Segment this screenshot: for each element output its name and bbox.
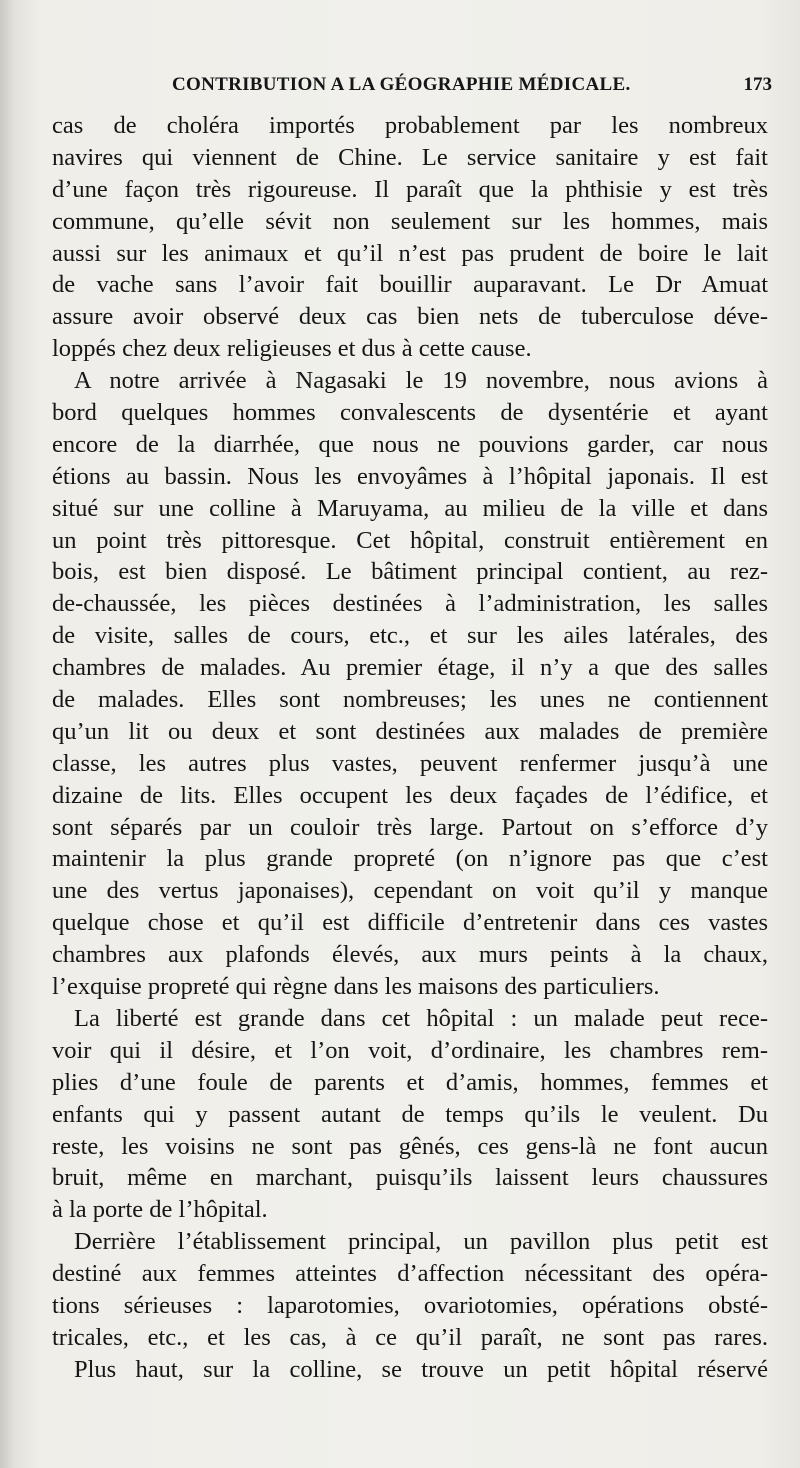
text-line: tricales, etc., et les cas, à ce qu’il paraît, ne sont pas rares. <box>52 1323 768 1351</box>
text-line: plies d’une foule de parents et d’amis, hommes, femmes et <box>52 1068 768 1096</box>
text-line: quelque chose et qu’il est difficile d’entretenir dans ces vastes <box>52 909 768 937</box>
text-line: à la porte de l’hôpital. <box>52 1196 268 1224</box>
text-line: chambres aux plafonds élevés, aux murs peints à la chaux, <box>52 941 768 969</box>
text-line: aussi sur les animaux et qu’il n’est pas prudent de boire le lait <box>52 239 768 267</box>
text-line: cas de choléra importés probablement par les nombreux <box>52 112 768 139</box>
text-line: loppés chez deux religieuses et dus à cette cause. <box>52 335 532 363</box>
text-line: assure avoir observé deux cas bien nets de tuberculose déve- <box>52 303 768 331</box>
page-number: 173 <box>743 74 772 95</box>
text-line: dizaine de lits. Elles occupent les deux façades de l’édifice, et <box>52 781 768 809</box>
text-line: bord quelques hommes convalescents de dysentérie et ayant <box>52 399 768 427</box>
text-line: une des vertus japonaises), cependant on voit qu’il y manque <box>52 877 768 905</box>
text-line: encore de la diarrhée, que nous ne pouvions garder, car nous <box>52 430 768 458</box>
page-header <box>172 74 772 104</box>
text-line: d’une façon très rigoureuse. Il paraît que la phthisie y est très <box>52 175 768 203</box>
body-text <box>52 110 768 1386</box>
text-line: voir qui il désire, et l’on voit, d’ordinaire, les chambres rem- <box>52 1036 768 1064</box>
text-line: A notre arrivée à Nagasaki le 19 novembre, nous avions à <box>74 367 768 395</box>
text-line: de vache sans l’avoir fait bouillir auparavant. Le Dr Amuat <box>52 271 768 299</box>
text-line: de malades. Elles sont nombreuses; les unes ne contiennent <box>52 686 768 714</box>
text-line: enfants qui y passent autant de temps qu’ils le veulent. Du <box>52 1100 768 1128</box>
running-head: CONTRIBUTION A LA GÉOGRAPHIE MÉDICALE. <box>172 74 631 95</box>
text-line: sont séparés par un couloir très large. Partout on s’efforce d’y <box>52 813 768 841</box>
text-line: reste, les voisins ne sont pas gênés, ces gens-là ne font aucun <box>52 1132 768 1160</box>
text-line: maintenir la plus grande propreté (on n’ignore pas que c’est <box>52 845 768 873</box>
text-line: classe, les autres plus vastes, peuvent renfermer jusqu’à une <box>52 749 768 777</box>
text-line: de visite, salles de cours, etc., et sur les ailes latérales, des <box>52 622 768 650</box>
text-line: l’exquise propreté qui règne dans les maisons des particuliers. <box>52 973 660 1001</box>
text-line: navires qui viennent de Chine. Le service sanitaire y est fait <box>52 143 768 171</box>
text-line: tions sérieuses : laparotomies, ovariotomies, opérations obsté- <box>52 1291 768 1319</box>
text-line: étions au bassin. Nous les envoyâmes à l’hôpital japonais. Il est <box>52 462 768 490</box>
text-line: destiné aux femmes atteintes d’affection nécessitant des opéra- <box>52 1260 768 1288</box>
text-line: de-chaussée, les pièces destinées à l’administration, les salles <box>52 590 768 618</box>
text-line: Plus haut, sur la colline, se trouve un petit hôpital réservé <box>74 1355 768 1383</box>
text-line: chambres de malades. Au premier étage, il n’y a que des salles <box>52 654 768 682</box>
text-line: bois, est bien disposé. Le bâtiment principal contient, au rez- <box>52 558 768 586</box>
text-line: qu’un lit ou deux et sont destinées aux malades de première <box>52 717 768 745</box>
text-line: un point très pittoresque. Cet hôpital, construit entièrement en <box>52 526 768 554</box>
text-line: bruit, même en marchant, puisqu’ils laissent leurs chaussures <box>52 1164 768 1192</box>
text-line: commune, qu’elle sévit non seulement sur les hommes, mais <box>52 207 768 235</box>
text-line: Derrière l’établissement principal, un pavillon plus petit est <box>74 1228 768 1256</box>
text-line: La liberté est grande dans cet hôpital : un malade peut rece- <box>74 1004 768 1032</box>
text-line: situé sur une colline à Maruyama, au milieu de la ville et dans <box>52 494 768 522</box>
